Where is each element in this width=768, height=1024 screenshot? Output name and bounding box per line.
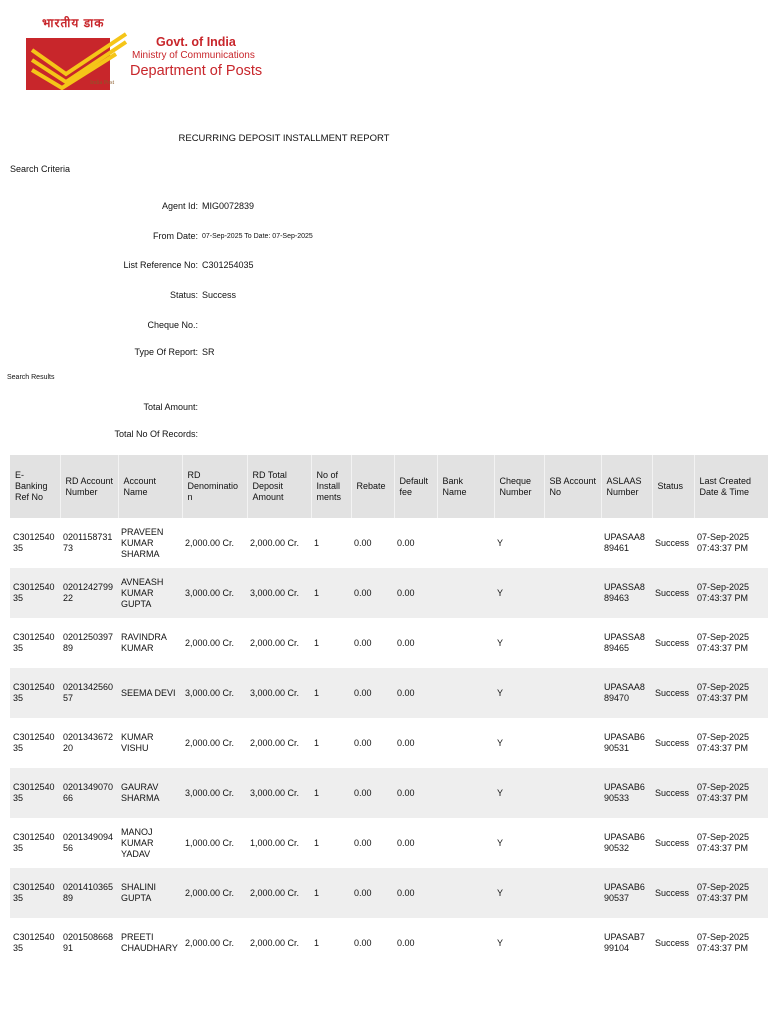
column-header: RD Denomination — [182, 455, 247, 518]
bank-name-cell — [437, 868, 494, 918]
cheque-number-cell: Y — [494, 668, 544, 718]
rd-total-deposit-cell: 3,000.00 Cr. — [247, 668, 311, 718]
cheque-number-cell: Y — [497, 537, 504, 548]
aslaas-number-cell: UPASAA889470 — [601, 668, 652, 718]
last-created-cell: 07-Sep-2025 07:43:37 PM — [697, 532, 750, 553]
aslaas-number-cell: UPASSA889463 — [601, 568, 652, 618]
column-header: RD Account Number — [60, 455, 118, 518]
last-created-cell: 07-Sep-2025 07:43:37 PM — [697, 932, 750, 953]
hindi-logo-text: भारतीय डाक — [42, 16, 105, 30]
column-header: Bank Name — [437, 455, 494, 518]
criteria-label: Agent Id: — [161, 201, 198, 211]
ebanking-ref-cell: C301254035 — [10, 668, 60, 718]
column-header: Default fee — [394, 455, 437, 518]
sb-account-cell — [544, 718, 601, 768]
rd-total-deposit-cell: 3,000.00 Cr. — [247, 768, 311, 818]
rd-total-deposit-cell: 2,000.00 Cr. — [250, 937, 300, 948]
department-text: Department of Posts — [130, 63, 263, 79]
aslaas-number-cell: UPASAB690532 — [604, 832, 645, 853]
default-fee-cell: 0.00 — [394, 568, 437, 618]
installments-cell: 1 — [311, 568, 351, 618]
installments-cell: 1 — [314, 637, 320, 648]
installments-cell: 1 — [314, 737, 320, 748]
rd-account-cell: 020150866891 — [63, 932, 114, 953]
total-records — [0, 429, 500, 441]
rd-account-cell: 020134367220 — [63, 732, 114, 753]
total-amount-label: Total Amount: — [143, 402, 198, 412]
aslaas-number-cell: UPASAB799104 — [604, 932, 645, 953]
status-cell: Success — [655, 837, 690, 848]
total-records-label: Total No Of Records: — [114, 429, 198, 439]
ebanking-ref-cell: C301254035 — [10, 868, 60, 918]
last-created-cell: 07-Sep-2025 07:43:37 PM — [694, 868, 768, 918]
rebate-cell: 0.00 — [354, 937, 372, 948]
column-header: RD Total Deposit Amount — [247, 455, 311, 518]
account-name-cell: RAVINDRA KUMAR — [121, 632, 167, 653]
column-header: No of Installments — [311, 455, 351, 518]
sb-account-cell — [544, 618, 601, 668]
criteria-label: From Date: — [152, 231, 198, 241]
status-cell: Success — [652, 868, 694, 918]
criteria-value: C301254035 — [202, 260, 254, 270]
rebate-cell: 0.00 — [351, 668, 394, 718]
default-fee-cell: 0.00 — [397, 937, 415, 948]
status-cell: Success — [655, 737, 690, 748]
ministry-text: Ministry of Communications — [132, 50, 255, 61]
criteria-value: 07-Sep-2025 To Date: 07-Sep-2025 — [202, 233, 313, 240]
rd-account-cell: 020141036589 — [60, 868, 118, 918]
aslaas-number-cell: UPASSA889465 — [604, 632, 645, 653]
criteria-label: List Reference No: — [123, 260, 198, 270]
ebanking-ref-cell: C301254035 — [13, 732, 55, 753]
table-row — [10, 518, 768, 568]
account-name-cell: AVNEASH KUMAR GUPTA — [118, 568, 182, 618]
bank-name-cell — [437, 818, 494, 868]
rebate-cell: 0.00 — [351, 868, 394, 918]
rd-account-cell: 020134907066 — [60, 768, 118, 818]
ebanking-ref-cell: C301254035 — [13, 832, 55, 853]
status-cell: Success — [652, 568, 694, 618]
cheque-number-cell: Y — [497, 637, 504, 648]
bank-name-cell — [437, 918, 494, 968]
rd-total-deposit-cell: 1,000.00 Cr. — [250, 837, 300, 848]
last-created-cell: 07-Sep-2025 07:43:37 PM — [694, 668, 768, 718]
table-header-row — [10, 455, 768, 518]
table-row — [10, 618, 768, 668]
rd-account-cell: 020134909456 — [63, 832, 114, 853]
rd-denomination-cell: 3,000.00 Cr. — [182, 568, 247, 618]
rd-denomination-cell: 2,000.00 Cr. — [185, 737, 235, 748]
installments-cell: 1 — [314, 837, 320, 848]
installments-cell: 1 — [314, 937, 320, 948]
report-title: RECURRING DEPOSIT INSTALLMENT REPORT — [178, 133, 390, 144]
criteria-list-reference — [0, 260, 500, 272]
column-header: Status — [652, 455, 694, 518]
criteria-value: Success — [202, 290, 237, 300]
default-fee-cell: 0.00 — [394, 868, 437, 918]
rebate-cell: 0.00 — [354, 637, 372, 648]
column-header: ASLAAS Number — [601, 455, 652, 518]
status-cell: Success — [655, 537, 690, 548]
rebate-cell: 0.00 — [351, 568, 394, 618]
cheque-number-cell: Y — [497, 837, 504, 848]
ebanking-ref-cell: C301254035 — [10, 768, 60, 818]
column-header: Rebate — [351, 455, 394, 518]
account-name-cell: KUMAR VISHU — [121, 732, 154, 753]
default-fee-cell: 0.00 — [397, 537, 415, 548]
installments-cell: 1 — [314, 537, 320, 548]
installments-cell: 1 — [311, 768, 351, 818]
default-fee-cell: 0.00 — [397, 737, 415, 748]
account-name-cell: PREETI CHAUDHARY — [121, 932, 178, 953]
last-created-cell: 07-Sep-2025 07:43:37 PM — [694, 768, 768, 818]
rd-denomination-cell: 3,000.00 Cr. — [182, 668, 247, 718]
cheque-number-cell: Y — [497, 937, 504, 948]
table-row — [10, 818, 768, 868]
bank-name-cell — [437, 768, 494, 818]
status-cell: Success — [655, 937, 690, 948]
table-row — [10, 668, 768, 718]
last-created-cell: 07-Sep-2025 07:43:37 PM — [694, 568, 768, 618]
criteria-agent-id — [0, 201, 500, 213]
default-fee-cell: 0.00 — [397, 637, 415, 648]
last-created-cell: 07-Sep-2025 07:43:37 PM — [697, 632, 750, 653]
cheque-number-cell: Y — [497, 737, 504, 748]
total-amount — [0, 402, 500, 414]
search-results-heading: Search Results — [7, 374, 55, 381]
criteria-label: Status: — [169, 290, 198, 300]
column-header: E-Banking Ref No — [10, 455, 60, 518]
default-fee-cell: 0.00 — [394, 668, 437, 718]
rd-total-deposit-cell: 2,000.00 Cr. — [250, 637, 300, 648]
table-row — [10, 918, 768, 968]
column-header: Account Name — [118, 455, 182, 518]
aslaas-number-cell: UPASAA889461 — [604, 532, 645, 553]
rd-denomination-cell: 2,000.00 Cr. — [185, 637, 235, 648]
sb-account-cell — [544, 568, 601, 618]
logo-subtext: India Post — [90, 80, 115, 86]
rd-total-deposit-cell: 3,000.00 Cr. — [247, 568, 311, 618]
column-header: SB Account No — [544, 455, 601, 518]
india-post-logo — [22, 12, 282, 92]
rd-denomination-cell: 3,000.00 Cr. — [182, 768, 247, 818]
table-row — [10, 868, 768, 918]
bank-name-cell — [437, 718, 494, 768]
aslaas-number-cell: UPASAB690537 — [601, 868, 652, 918]
rd-total-deposit-cell: 2,000.00 Cr. — [247, 868, 311, 918]
rd-denomination-cell: 2,000.00 Cr. — [185, 937, 235, 948]
aslaas-number-cell: UPASAB690533 — [601, 768, 652, 818]
column-header: Cheque Number — [494, 455, 544, 518]
criteria-from-date — [0, 231, 500, 243]
rd-total-deposit-cell: 2,000.00 Cr. — [250, 537, 300, 548]
rd-denomination-cell: 2,000.00 Cr. — [185, 537, 235, 548]
criteria-value: SR — [202, 347, 215, 357]
ebanking-ref-cell: C301254035 — [13, 532, 55, 553]
rebate-cell: 0.00 — [354, 737, 372, 748]
bank-name-cell — [437, 518, 494, 568]
column-header: Last Created Date & Time — [694, 455, 768, 518]
sb-account-cell — [544, 868, 601, 918]
rebate-cell: 0.00 — [354, 537, 372, 548]
account-name-cell: MANOJ KUMAR YADAV — [121, 826, 154, 859]
table-row — [10, 768, 768, 818]
installments-cell: 1 — [311, 668, 351, 718]
bank-name-cell — [437, 668, 494, 718]
aslaas-number-cell: UPASAB690531 — [604, 732, 645, 753]
rd-account-cell: 020125039789 — [63, 632, 114, 653]
bank-name-cell — [437, 618, 494, 668]
rd-account-cell: 020115873173 — [63, 532, 113, 553]
account-name-cell: GAURAV SHARMA — [118, 768, 182, 818]
sb-account-cell — [544, 518, 601, 568]
criteria-label: Type Of Report: — [134, 347, 198, 357]
table-row — [10, 568, 768, 618]
bank-name-cell — [437, 568, 494, 618]
account-name-cell: PRAVEEN KUMAR SHARMA — [121, 526, 164, 559]
criteria-cheque-no — [0, 320, 500, 332]
search-criteria-heading: Search Criteria — [10, 164, 71, 174]
default-fee-cell: 0.00 — [394, 768, 437, 818]
last-created-cell: 07-Sep-2025 07:43:37 PM — [697, 832, 750, 853]
rd-total-deposit-cell: 2,000.00 Cr. — [250, 737, 300, 748]
results-table — [10, 455, 768, 968]
rd-account-cell: 020134256057 — [60, 668, 118, 718]
ebanking-ref-cell: C301254035 — [13, 632, 55, 653]
status-cell: Success — [652, 768, 694, 818]
account-name-cell: SEEMA DEVI — [118, 668, 182, 718]
sb-account-cell — [544, 918, 601, 968]
criteria-status — [0, 290, 500, 302]
sb-account-cell — [544, 668, 601, 718]
criteria-label: Cheque No.: — [147, 320, 198, 330]
sb-account-cell — [544, 768, 601, 818]
sb-account-cell — [544, 818, 601, 868]
govt-of-india-text: Govt. of India — [156, 35, 236, 49]
criteria-report-type — [0, 347, 500, 359]
rd-denomination-cell: 1,000.00 Cr. — [185, 837, 235, 848]
cheque-number-cell: Y — [494, 768, 544, 818]
criteria-value: MIG0072839 — [202, 201, 255, 211]
ebanking-ref-cell: C301254035 — [10, 568, 60, 618]
default-fee-cell: 0.00 — [397, 837, 415, 848]
table-row — [10, 718, 768, 768]
installments-cell: 1 — [311, 868, 351, 918]
status-cell: Success — [655, 637, 690, 648]
cheque-number-cell: Y — [494, 568, 544, 618]
rd-account-cell: 020124279922 — [60, 568, 118, 618]
rd-denomination-cell: 2,000.00 Cr. — [182, 868, 247, 918]
rebate-cell: 0.00 — [351, 768, 394, 818]
ebanking-ref-cell: C301254035 — [13, 932, 55, 953]
cheque-number-cell: Y — [494, 868, 544, 918]
status-cell: Success — [652, 668, 694, 718]
rebate-cell: 0.00 — [354, 837, 372, 848]
results-table-body — [10, 518, 768, 968]
last-created-cell: 07-Sep-2025 07:43:37 PM — [697, 732, 750, 753]
account-name-cell: SHALINI GUPTA — [118, 868, 182, 918]
